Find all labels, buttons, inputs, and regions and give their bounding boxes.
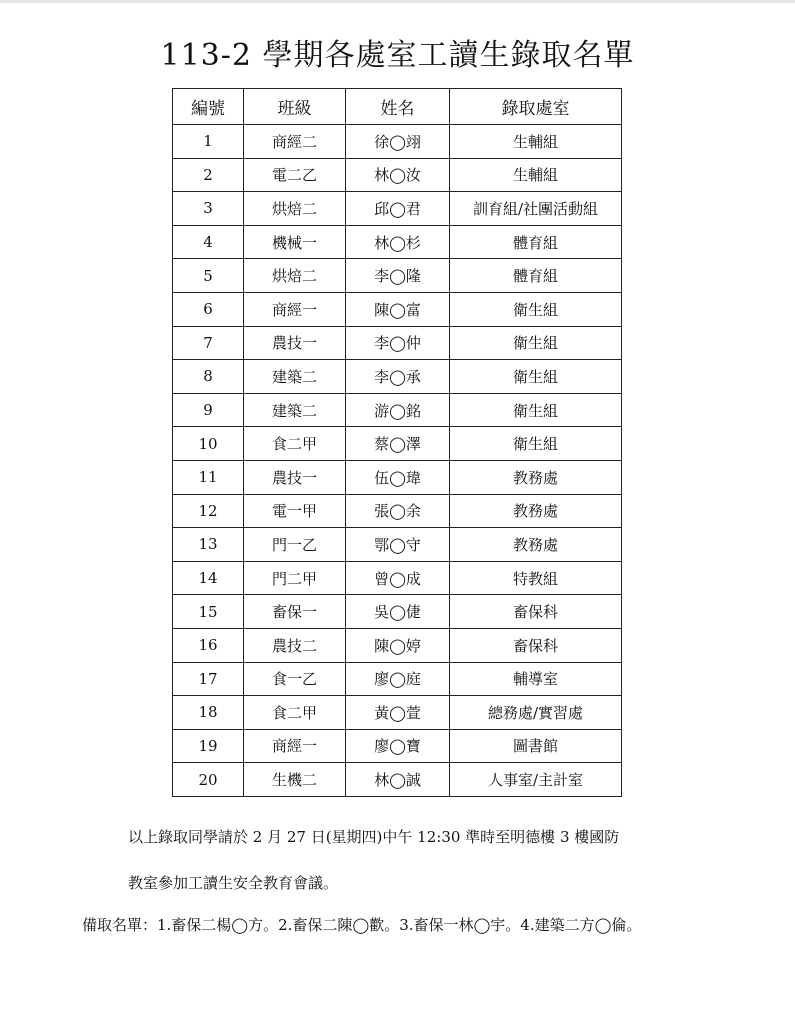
cell-number: 16 — [173, 628, 244, 662]
cell-number: 4 — [173, 225, 244, 259]
cell-name: 廖◯庭 — [346, 662, 450, 696]
cell-office: 生輔組 — [450, 125, 622, 159]
cell-office: 教務處 — [450, 494, 622, 528]
cell-class: 商經一 — [244, 729, 346, 763]
cell-number: 15 — [173, 595, 244, 629]
table-row — [173, 595, 622, 629]
cell-name: 曾◯成 — [346, 561, 450, 595]
cell-office: 畜保科 — [450, 595, 622, 629]
cell-name: 林◯汝 — [346, 158, 450, 192]
cell-class: 生機二 — [244, 763, 346, 797]
cell-number: 1 — [173, 125, 244, 159]
table-row — [173, 192, 622, 226]
cell-name: 林◯誠 — [346, 763, 450, 797]
cell-office: 體育組 — [450, 225, 622, 259]
cell-class: 農技二 — [244, 628, 346, 662]
table-row — [173, 696, 622, 730]
cell-number: 8 — [173, 360, 244, 394]
table-row — [173, 326, 622, 360]
cell-office: 衛生組 — [450, 393, 622, 427]
cell-number: 3 — [173, 192, 244, 226]
meeting-notice-line-1: 以上錄取同學請於 2 月 27 日(星期四)中午 12:30 準時至明德樓 3 樓國防 — [128, 828, 620, 846]
cell-name: 陳◯婷 — [346, 628, 450, 662]
table-row — [173, 729, 622, 763]
cell-number: 10 — [173, 427, 244, 461]
table-row — [173, 225, 622, 259]
cell-office: 總務處/實習處 — [450, 696, 622, 730]
cell-number: 14 — [173, 561, 244, 595]
cell-office: 衛生組 — [450, 360, 622, 394]
cell-class: 農技一 — [244, 460, 346, 494]
table-row — [173, 158, 622, 192]
cell-number: 6 — [173, 292, 244, 326]
cell-class: 建築二 — [244, 360, 346, 394]
cell-class: 農技一 — [244, 326, 346, 360]
cell-office: 人事室/主計室 — [450, 763, 622, 797]
cell-name: 蔡◯澤 — [346, 427, 450, 461]
cell-class: 門一乙 — [244, 528, 346, 562]
table-row — [173, 125, 622, 159]
table-row — [173, 494, 622, 528]
cell-office: 訓育組/社團活動組 — [450, 192, 622, 226]
column-header-office: 錄取處室 — [450, 89, 622, 125]
cell-name: 廖◯寶 — [346, 729, 450, 763]
page-title: 113-2 學期各處室工讀生錄取名單 — [160, 38, 635, 73]
table-row — [173, 460, 622, 494]
cell-class: 烘焙二 — [244, 259, 346, 293]
column-header-number: 編號 — [173, 89, 244, 125]
cell-class: 食二甲 — [244, 696, 346, 730]
cell-office: 體育組 — [450, 259, 622, 293]
table-row — [173, 662, 622, 696]
table-row — [173, 393, 622, 427]
cell-name: 李◯隆 — [346, 259, 450, 293]
table-row — [173, 427, 622, 461]
cell-number: 18 — [173, 696, 244, 730]
cell-class: 商經二 — [244, 125, 346, 159]
table-body — [173, 125, 622, 797]
waitlist-text: 備取名單：1.畜保二楊◯方。2.畜保二陳◯歡。3.畜保一林◯宇。4.建築二方◯倫。 — [82, 916, 642, 934]
table-row — [173, 292, 622, 326]
table-row — [173, 259, 622, 293]
table-row — [173, 561, 622, 595]
cell-office: 教務處 — [450, 460, 622, 494]
cell-office: 特教組 — [450, 561, 622, 595]
table-row — [173, 763, 622, 797]
cell-class: 烘焙二 — [244, 192, 346, 226]
cell-number: 19 — [173, 729, 244, 763]
cell-class: 建築二 — [244, 393, 346, 427]
cell-office: 圖書館 — [450, 729, 622, 763]
cell-name: 徐◯翊 — [346, 125, 450, 159]
cell-class: 電二乙 — [244, 158, 346, 192]
cell-office: 教務處 — [450, 528, 622, 562]
cell-class: 機械一 — [244, 225, 346, 259]
cell-class: 門二甲 — [244, 561, 346, 595]
column-header-name: 姓名 — [346, 89, 450, 125]
cell-number: 17 — [173, 662, 244, 696]
cell-number: 12 — [173, 494, 244, 528]
cell-name: 吳◯倢 — [346, 595, 450, 629]
cell-number: 20 — [173, 763, 244, 797]
cell-class: 食一乙 — [244, 662, 346, 696]
table-header-row — [173, 89, 622, 125]
cell-office: 衛生組 — [450, 292, 622, 326]
cell-number: 9 — [173, 393, 244, 427]
table-row — [173, 628, 622, 662]
cell-office: 輔導室 — [450, 662, 622, 696]
cell-name: 陳◯富 — [346, 292, 450, 326]
cell-class: 畜保一 — [244, 595, 346, 629]
cell-name: 伍◯瑋 — [346, 460, 450, 494]
cell-name: 鄂◯守 — [346, 528, 450, 562]
cell-name: 黃◯萱 — [346, 696, 450, 730]
admission-table — [172, 88, 622, 797]
cell-class: 商經一 — [244, 292, 346, 326]
cell-name: 林◯杉 — [346, 225, 450, 259]
cell-office: 衛生組 — [450, 326, 622, 360]
cell-number: 2 — [173, 158, 244, 192]
cell-name: 張◯余 — [346, 494, 450, 528]
table-row — [173, 528, 622, 562]
cell-name: 李◯仲 — [346, 326, 450, 360]
cell-office: 生輔組 — [450, 158, 622, 192]
cell-number: 7 — [173, 326, 244, 360]
meeting-notice-line-2: 教室參加工讀生安全教育會議。 — [128, 874, 339, 892]
top-border-line — [0, 0, 795, 3]
cell-name: 李◯承 — [346, 360, 450, 394]
cell-class: 食二甲 — [244, 427, 346, 461]
cell-number: 11 — [173, 460, 244, 494]
cell-office: 畜保科 — [450, 628, 622, 662]
cell-number: 5 — [173, 259, 244, 293]
cell-class: 電一甲 — [244, 494, 346, 528]
cell-name: 邱◯君 — [346, 192, 450, 226]
column-header-class: 班級 — [244, 89, 346, 125]
cell-office: 衛生組 — [450, 427, 622, 461]
cell-name: 游◯銘 — [346, 393, 450, 427]
cell-number: 13 — [173, 528, 244, 562]
table-row — [173, 360, 622, 394]
